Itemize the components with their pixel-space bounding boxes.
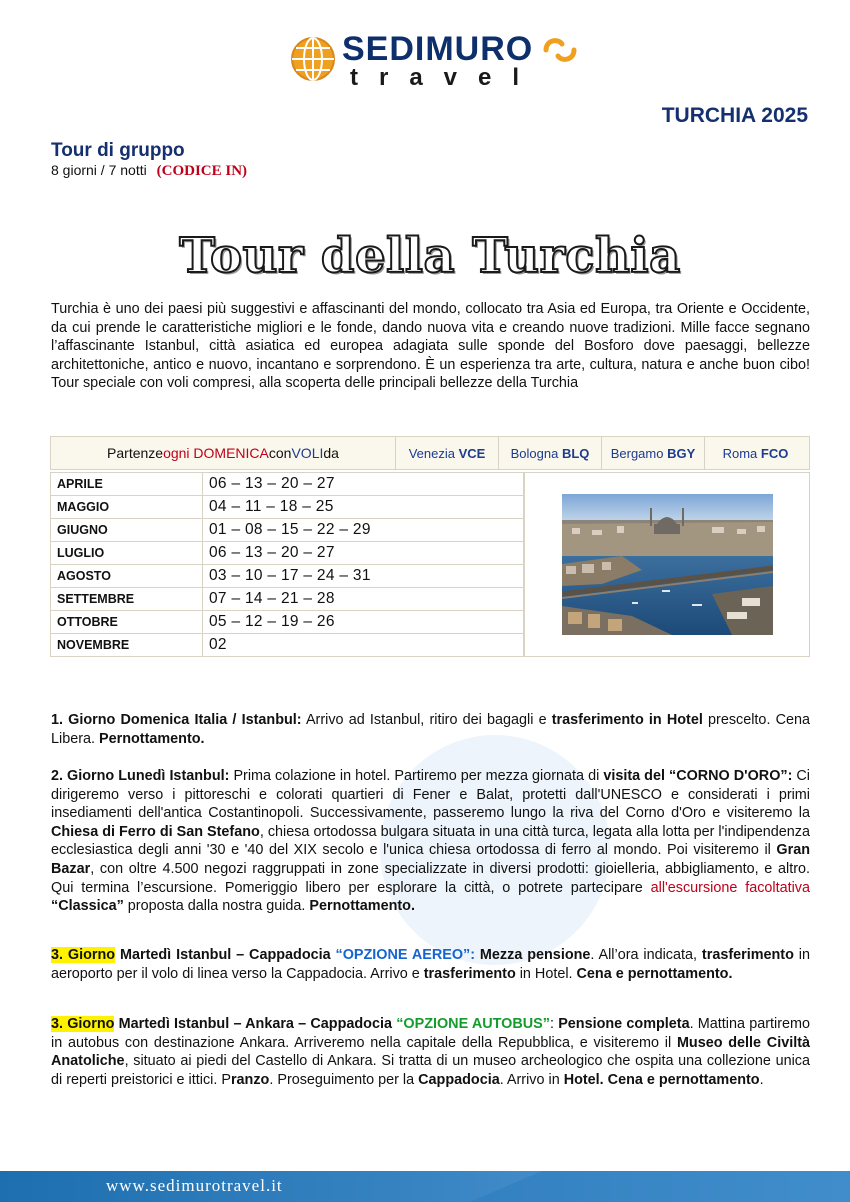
dates-cell: 02 — [203, 634, 524, 657]
day-text: in Hotel. — [515, 965, 577, 982]
table-row — [51, 634, 524, 657]
day-text-bold: “Classica” — [51, 898, 124, 915]
day-3-flight — [51, 946, 810, 983]
day-text-bold: Cappadocia — [418, 1071, 500, 1088]
brand-logo — [290, 30, 590, 90]
city-name: Roma — [722, 445, 758, 461]
day-text-bold: Pernottamento. — [99, 730, 205, 747]
month-cell: SETTEMBRE — [51, 588, 203, 611]
dates-cell: 01 – 08 – 15 – 22 – 29 — [203, 519, 524, 542]
departures-table — [50, 472, 524, 657]
dates-cell: 07 – 14 – 21 – 28 — [203, 588, 524, 611]
day-text-bold: Museo delle Civiltà Anatoliche — [51, 1034, 810, 1070]
departures-header — [50, 436, 810, 470]
dates-cell: 03 – 10 – 17 – 24 – 31 — [203, 565, 524, 588]
day-2 — [51, 767, 810, 916]
day-text: . Cena Libera. — [51, 712, 811, 747]
table-row — [51, 565, 524, 588]
day-text-bold: Pensione completa — [558, 1016, 690, 1032]
airport-code: BGY — [667, 445, 696, 461]
logo-subtitle: travel — [350, 64, 541, 91]
day-text: Ci dirigeremo verso i pittoreschi e colorati quartieri di Fener e Balat, protetti dall'UNESCO e considerati i primi insediamenti dell'antica Costantinopoli. Successivamente, passeremo lungo la riva del Corno d'Oro e visiteremo la — [51, 768, 811, 822]
departures-label — [51, 437, 396, 469]
day-text-bold: visita del “CORNO D'ORO”: — [603, 768, 793, 784]
city-bergamo — [602, 437, 705, 469]
day-text: . Mattina partiremo in autobus con destinazione Ankara. Arriveremo nella capitale della Repubblica, e visiteremo il — [51, 1016, 811, 1051]
city-bologna — [499, 437, 602, 469]
day-3-bus — [51, 1015, 810, 1089]
month-cell: NOVEMBRE — [51, 634, 203, 657]
day-text-bold: trasferimento — [701, 947, 794, 963]
page-title: Tour della Turchia — [179, 228, 681, 284]
day-title: Martedì Istanbul – Cappadocia — [115, 947, 336, 963]
header-text: con — [268, 445, 292, 461]
country-year: TURCHIA 2025 — [661, 104, 808, 127]
website-link[interactable]: www.sedimurotravel.it — [106, 1176, 283, 1195]
airport-code: VCE — [458, 445, 486, 461]
day-text: . Proseguimento per la — [269, 1071, 419, 1088]
option-label: “OPZIONE AUTOBUS” — [396, 1016, 550, 1032]
day-title: Martedì Istanbul – Ankara – Cappadocia — [114, 1016, 397, 1032]
optional-excursion: all'escursione facoltativa — [650, 879, 810, 896]
option-label: “OPZIONE AEREO”: — [335, 947, 476, 963]
day-text-bold: trasferimento — [423, 965, 516, 982]
day-text: Prima colazione in hotel. Partiremo per mezza giornata di — [229, 768, 604, 784]
footer-decoration — [470, 1171, 850, 1202]
month-cell: APRILE — [51, 473, 203, 496]
dates-cell: 06 – 13 – 20 – 27 — [203, 542, 524, 565]
day-text: , chiesa ortodossa bulgara situata in una città turca, legata alla lotta per l'indipendenza ecclesiastica degli anni '30 e '40 del XIX secolo e l'unica chiesa ortodossa di ferro al mondo. Poi visiteremo il — [51, 823, 810, 859]
month-cell: OTTOBRE — [51, 611, 203, 634]
header-text: Partenze — [107, 445, 164, 461]
day-number-highlight: 3. Giorno — [51, 1016, 115, 1032]
tour-code: (CODICE IN) — [156, 163, 248, 179]
globe-icon — [290, 36, 336, 82]
day-text: , situato ai piedi del Castello di Ankara. Si tratta di un museo archeologico che ospita una collezione unica di reperti preistorici e ittici. P — [51, 1053, 810, 1088]
header-flights: VOLI — [291, 445, 324, 461]
month-cell: AGOSTO — [51, 565, 203, 588]
intro-paragraph: Turchia è uno dei paesi più suggestivi e affascinanti del mondo, collocato tra Asia ed Europa, tra Oriente e Occidente, da cui prende le caratteristiche migliori e le fonde, dando nuova vita e creando nuove tradizioni. Mille facce segnano l’affascinante Istanbul, città asiatica ed europea adagiata sulle sponde del Bosforo dove paesaggi, bellezze architettoniche, antico e nuovo, incantano e sorprendono. È un esperienza tra arte, cultura, natura e anche buon cibo! Tour speciale con voli compresi, alla scoperta delle principali bellezze della Turchia — [51, 301, 810, 392]
dates-cell: 06 – 13 – 20 – 27 — [203, 473, 524, 496]
day-title: 1. Giorno Domenica Italia / Istanbul: — [51, 712, 302, 728]
tour-duration — [51, 162, 247, 180]
day-text: in aeroporto per il volo di linea verso la Cappadocia. Arrivo e — [51, 947, 810, 982]
day-text: : — [549, 1016, 559, 1032]
day-text-bold: trasferimento in Hotel — [551, 712, 703, 728]
table-row — [51, 611, 524, 634]
month-cell: MAGGIO — [51, 496, 203, 519]
day-1 — [51, 711, 810, 748]
day-text: , con oltre 4.500 negozi raggruppati in zone specializzate in diversi prodotti: gioielleria, abbigliamento, e altro. Qui termina l’escursione. Pomeriggio libero per esplorare la città, o potrete partecipare — [51, 860, 810, 896]
day-number-highlight: 3. Giorno — [51, 947, 116, 963]
day-text: . Arrivo in — [499, 1071, 564, 1088]
city-name: Bergamo — [610, 445, 664, 461]
airport-code: FCO — [760, 445, 789, 461]
dates-cell: 05 – 12 – 19 – 26 — [203, 611, 524, 634]
table-row — [51, 588, 524, 611]
header-day: ogni DOMENICA — [163, 445, 269, 461]
day-text: Arrivo ad Istanbul, ritiro dei bagagli e — [301, 712, 552, 728]
month-cell: GIUGNO — [51, 519, 203, 542]
city-name: Venezia — [408, 445, 455, 461]
month-cell: LUGLIO — [51, 542, 203, 565]
table-row — [51, 519, 524, 542]
day-text: . All’ora indicata, — [590, 947, 702, 963]
day-text-bold: Cena e pernottamento. — [576, 965, 733, 982]
table-row — [51, 542, 524, 565]
tour-type: Tour di gruppo — [51, 140, 185, 161]
logo-wordmark: SEDIMURO — [342, 30, 534, 68]
footer-bar — [0, 1171, 850, 1202]
city-name: Bologna — [510, 445, 559, 461]
dates-cell: 04 – 11 – 18 – 25 — [203, 496, 524, 519]
day-text: proposta dalla nostra guida. — [123, 898, 310, 915]
city-roma — [705, 437, 806, 469]
day-text-bold: Gran Bazar — [51, 842, 810, 877]
table-row — [51, 496, 524, 519]
day-text-bold: Hotel. Cena e pernottamento — [563, 1071, 760, 1088]
airport-code: BLQ — [561, 445, 590, 461]
day-text-bold: Pernottamento. — [309, 898, 415, 915]
day-text-bold: Chiesa di Ferro di San Stefano — [51, 823, 260, 840]
day-text-bold: Mezza pensione — [475, 947, 591, 963]
day-text: . — [759, 1071, 764, 1088]
photo-frame — [524, 472, 810, 657]
day-text: prescelto — [702, 712, 767, 728]
day-text-bold: ranzo — [230, 1071, 270, 1088]
header-text: da — [323, 445, 339, 461]
istanbul-photo — [562, 494, 773, 635]
city-venezia — [396, 437, 499, 469]
table-row — [51, 473, 524, 496]
logo-swirl-icon — [540, 36, 580, 64]
day-title: 2. Giorno Lunedì Istanbul: — [51, 768, 230, 784]
duration-text: 8 giorni / 7 notti — [51, 162, 147, 178]
